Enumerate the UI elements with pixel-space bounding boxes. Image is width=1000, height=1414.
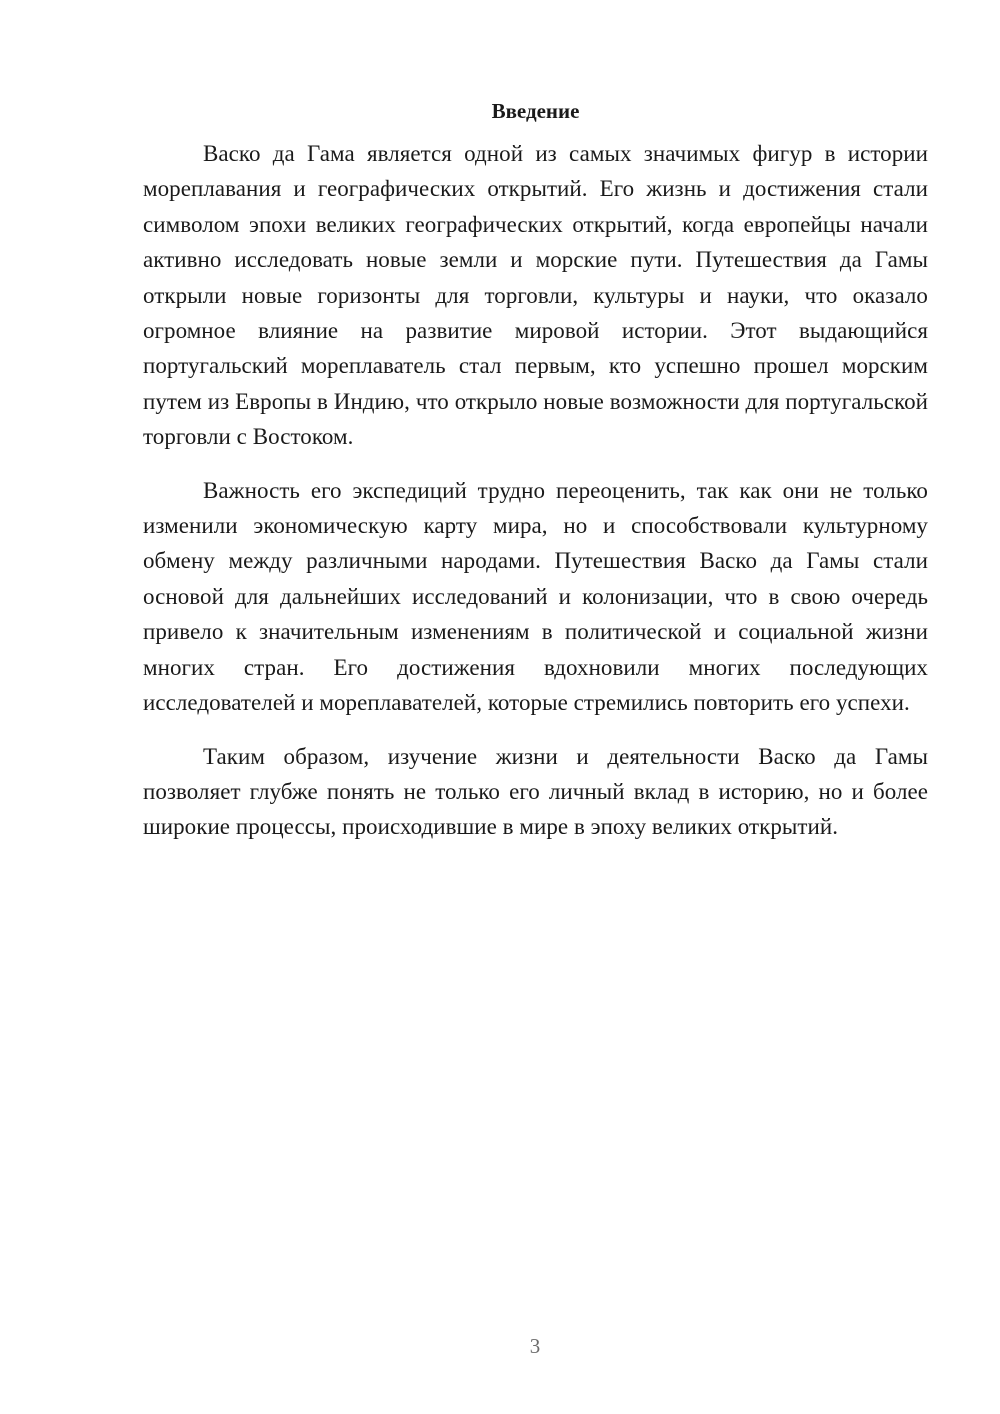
page-number: 3 [529,1334,541,1358]
section-heading: Введение [491,99,580,123]
paragraph-1: Васко да Гама является одной из самых значимых фигур в истории мореплавания и географических открытий. Его жизнь и достижения стали символом эпохи великих географических открытий, когда европейцы начали активно исследовать новые земли и морские пути. Путешествия да Гамы открыли новые горизонты для торговли, культуры и науки, что оказало огромное влияние на развитие мировой истории. Этот выдающийся португальский мореплаватель стал первым, кто успешно прошел морским путем из Европы в Индию, что открыло новые возможности для португальской торговли с Востоком. [143,141,928,450]
paragraph-3: Таким образом, изучение жизни и деятельности Васко да Гамы позволяет глубже понять не только его личный вклад в историю, но и более широкие процессы, происходившие в мире в эпоху великих открытий. [143,743,928,840]
page-content [143,96,928,845]
paragraph-2: Важность его экспедиций трудно переоценить, так как они не только изменили экономическую карту мира, но и способствовали культурному обмену между различными народами. Путешествия Васко да Гамы стали основой для дальнейших исследований и колонизации, что в свою очередь привело к значительным изменениям в политической и социальной жизни многих стран. Его достижения вдохновили многих последующих исследователей и мореплавателей, которые стремились повторить его успехи. [143,477,928,716]
